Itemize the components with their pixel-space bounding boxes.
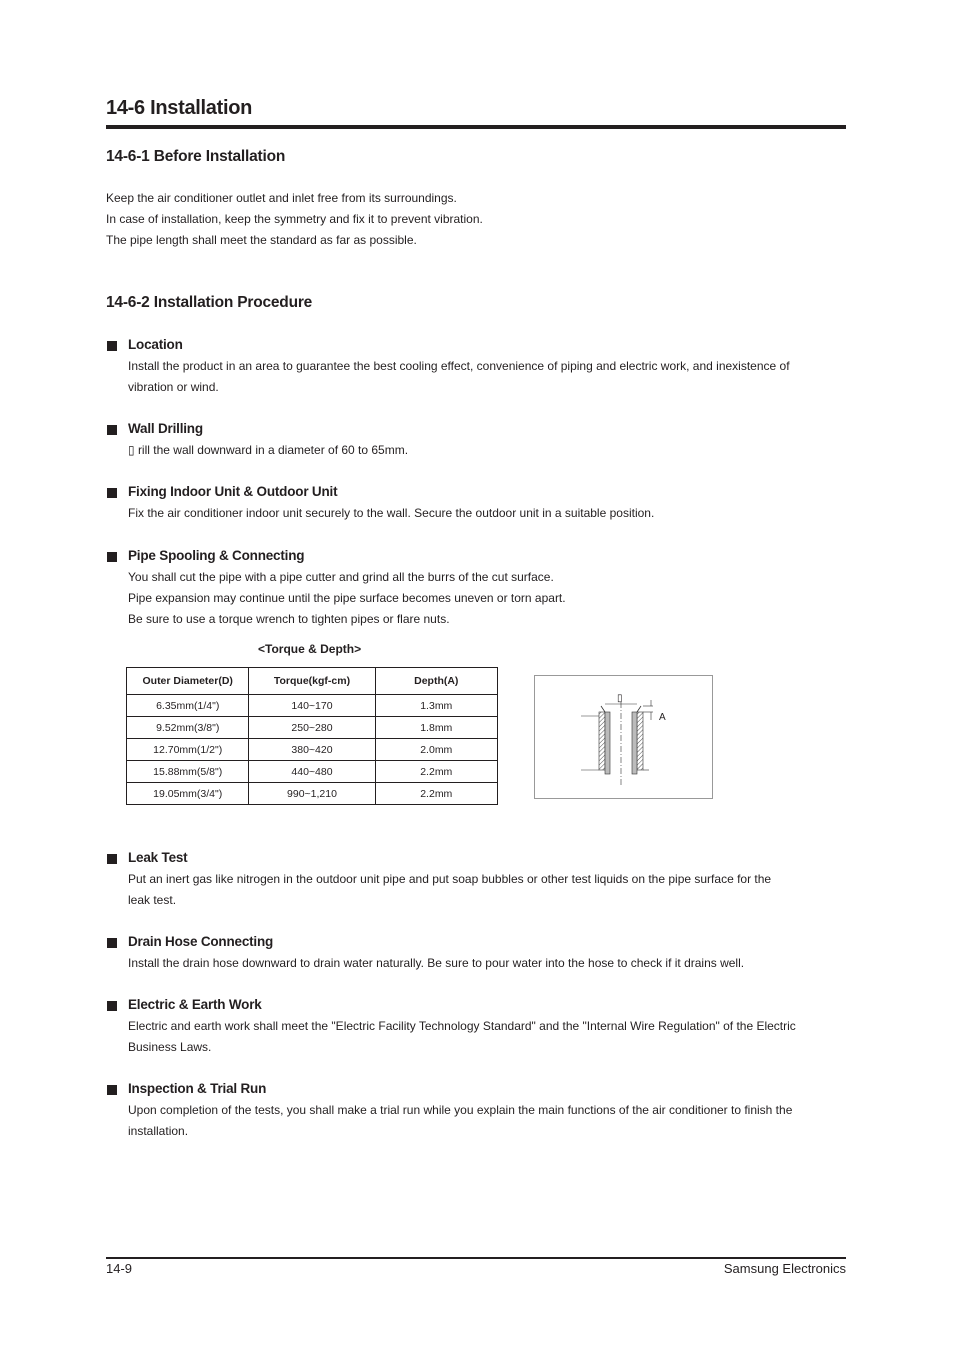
item-title-electric-earth: Electric & Earth Work xyxy=(128,997,262,1012)
page-title: 14-6 Installation xyxy=(106,97,253,119)
text-line: leak test. xyxy=(128,893,177,907)
table-cell: 6.35mm(1/4") xyxy=(127,695,249,717)
text-line: Fix the air conditioner indoor unit securely to the wall. Secure the outdoor unit in a suitable position. xyxy=(128,506,655,520)
pipe-flare-diagram xyxy=(534,675,713,799)
table-cell: 9.52mm(3/8") xyxy=(127,717,249,739)
item-body-drain-hose xyxy=(128,953,823,974)
square-bullet-icon xyxy=(107,488,117,498)
square-bullet-icon xyxy=(107,1001,117,1011)
table-cell: 250~280 xyxy=(249,717,375,739)
text-line: Electric and earth work shall meet the "Electric Facility Technology Standard" and the "Internal Wire Regulation" of the Electric xyxy=(128,1019,796,1033)
table-cell: 990~1,210 xyxy=(249,783,375,805)
item-body-fixing-units xyxy=(128,503,823,524)
item-body-inspection xyxy=(128,1100,823,1142)
square-bullet-icon xyxy=(107,1085,117,1095)
table-row xyxy=(127,739,498,761)
square-bullet-icon xyxy=(107,341,117,351)
item-title-drain-hose: Drain Hose Connecting xyxy=(128,934,274,949)
item-title-wall-drilling: Wall Drilling xyxy=(128,421,203,436)
item-body-pipe-spooling xyxy=(128,567,823,630)
pipe-flare-drawing xyxy=(535,676,712,798)
column-header: Torque(kgf-cm) xyxy=(249,668,375,695)
text-line: You shall cut the pipe with a pipe cutter and grind all the burrs of the cut surface. xyxy=(128,570,554,584)
table-cell: 19.05mm(3/4") xyxy=(127,783,249,805)
page-number: 14-9 xyxy=(106,1261,133,1276)
table-row xyxy=(127,717,498,739)
item-title-leak-test: Leak Test xyxy=(128,850,188,865)
column-header: Depth(A) xyxy=(375,668,497,695)
item-body-location xyxy=(128,356,823,398)
torque-depth-table xyxy=(126,667,498,805)
title-rule xyxy=(106,125,846,129)
item-title-pipe-spooling: Pipe Spooling & Connecting xyxy=(128,548,305,563)
text-line: ▯ rill the wall downward in a diameter of 60 to 65mm. xyxy=(128,443,409,457)
item-body-electric-earth xyxy=(128,1016,823,1058)
diagram-label-a: A xyxy=(659,712,666,723)
table-caption: <Torque & Depth> xyxy=(258,642,362,656)
text-line: installation. xyxy=(128,1124,189,1138)
item-title-inspection: Inspection & Trial Run xyxy=(128,1081,267,1096)
table-cell: 140~170 xyxy=(249,695,375,717)
text-line: Install the drain hose downward to drain water naturally. Be sure to pour water into the hose to check if it drains well. xyxy=(128,956,745,970)
table-row xyxy=(127,761,498,783)
text-line: Put an inert gas like nitrogen in the outdoor unit pipe and put soap bubbles or other test liquids on the pipe surface for the xyxy=(128,872,772,886)
square-bullet-icon xyxy=(107,425,117,435)
section-before-title: 14-6-1 Before Installation xyxy=(106,148,286,165)
table-cell: 1.3mm xyxy=(375,695,497,717)
text-line: Upon completion of the tests, you shall make a trial run while you explain the main functions of the air conditioner to finish the xyxy=(128,1103,793,1117)
item-title-fixing-units: Fixing Indoor Unit & Outdoor Unit xyxy=(128,484,338,499)
table-row xyxy=(127,695,498,717)
item-body-wall-drilling xyxy=(128,440,823,461)
text-line: Install the product in an area to guarantee the best cooling effect, convenience of piping and electric work, and inexistence of xyxy=(128,359,790,373)
square-bullet-icon xyxy=(107,938,117,948)
text-line: vibration or wind. xyxy=(128,380,219,394)
footer-company: Samsung Electronics xyxy=(723,1261,846,1276)
text-line: Keep the air conditioner outlet and inlet free from its surroundings. xyxy=(106,191,457,205)
text-line: Pipe expansion may continue until the pipe surface becomes uneven or torn apart. xyxy=(128,591,566,605)
text-line: In case of installation, keep the symmetry and fix it to prevent vibration. xyxy=(106,212,483,226)
table-cell: 2.2mm xyxy=(375,783,497,805)
table-cell: 15.88mm(5/8") xyxy=(127,761,249,783)
table-cell: 2.0mm xyxy=(375,739,497,761)
table-cell: 440~480 xyxy=(249,761,375,783)
square-bullet-icon xyxy=(107,854,117,864)
table-cell: 2.2mm xyxy=(375,761,497,783)
text-line: The pipe length shall meet the standard as far as possible. xyxy=(106,233,417,247)
text-line: Business Laws. xyxy=(128,1040,212,1054)
diagram-label-d: ▯ xyxy=(617,693,623,704)
table-cell: 12.70mm(1/2") xyxy=(127,739,249,761)
section-procedure-title: 14-6-2 Installation Procedure xyxy=(106,294,313,311)
square-bullet-icon xyxy=(107,552,117,562)
column-header: Outer Diameter(D) xyxy=(127,668,249,695)
text-line: Be sure to use a torque wrench to tighten pipes or flare nuts. xyxy=(128,612,450,626)
table-cell: 1.8mm xyxy=(375,717,497,739)
footer-rule xyxy=(106,1257,846,1259)
item-title-location: Location xyxy=(128,337,183,352)
table-row xyxy=(127,783,498,805)
table-header-row xyxy=(127,668,498,695)
table-cell: 380~420 xyxy=(249,739,375,761)
item-body-leak-test xyxy=(128,869,823,911)
section-before-body xyxy=(106,188,483,251)
